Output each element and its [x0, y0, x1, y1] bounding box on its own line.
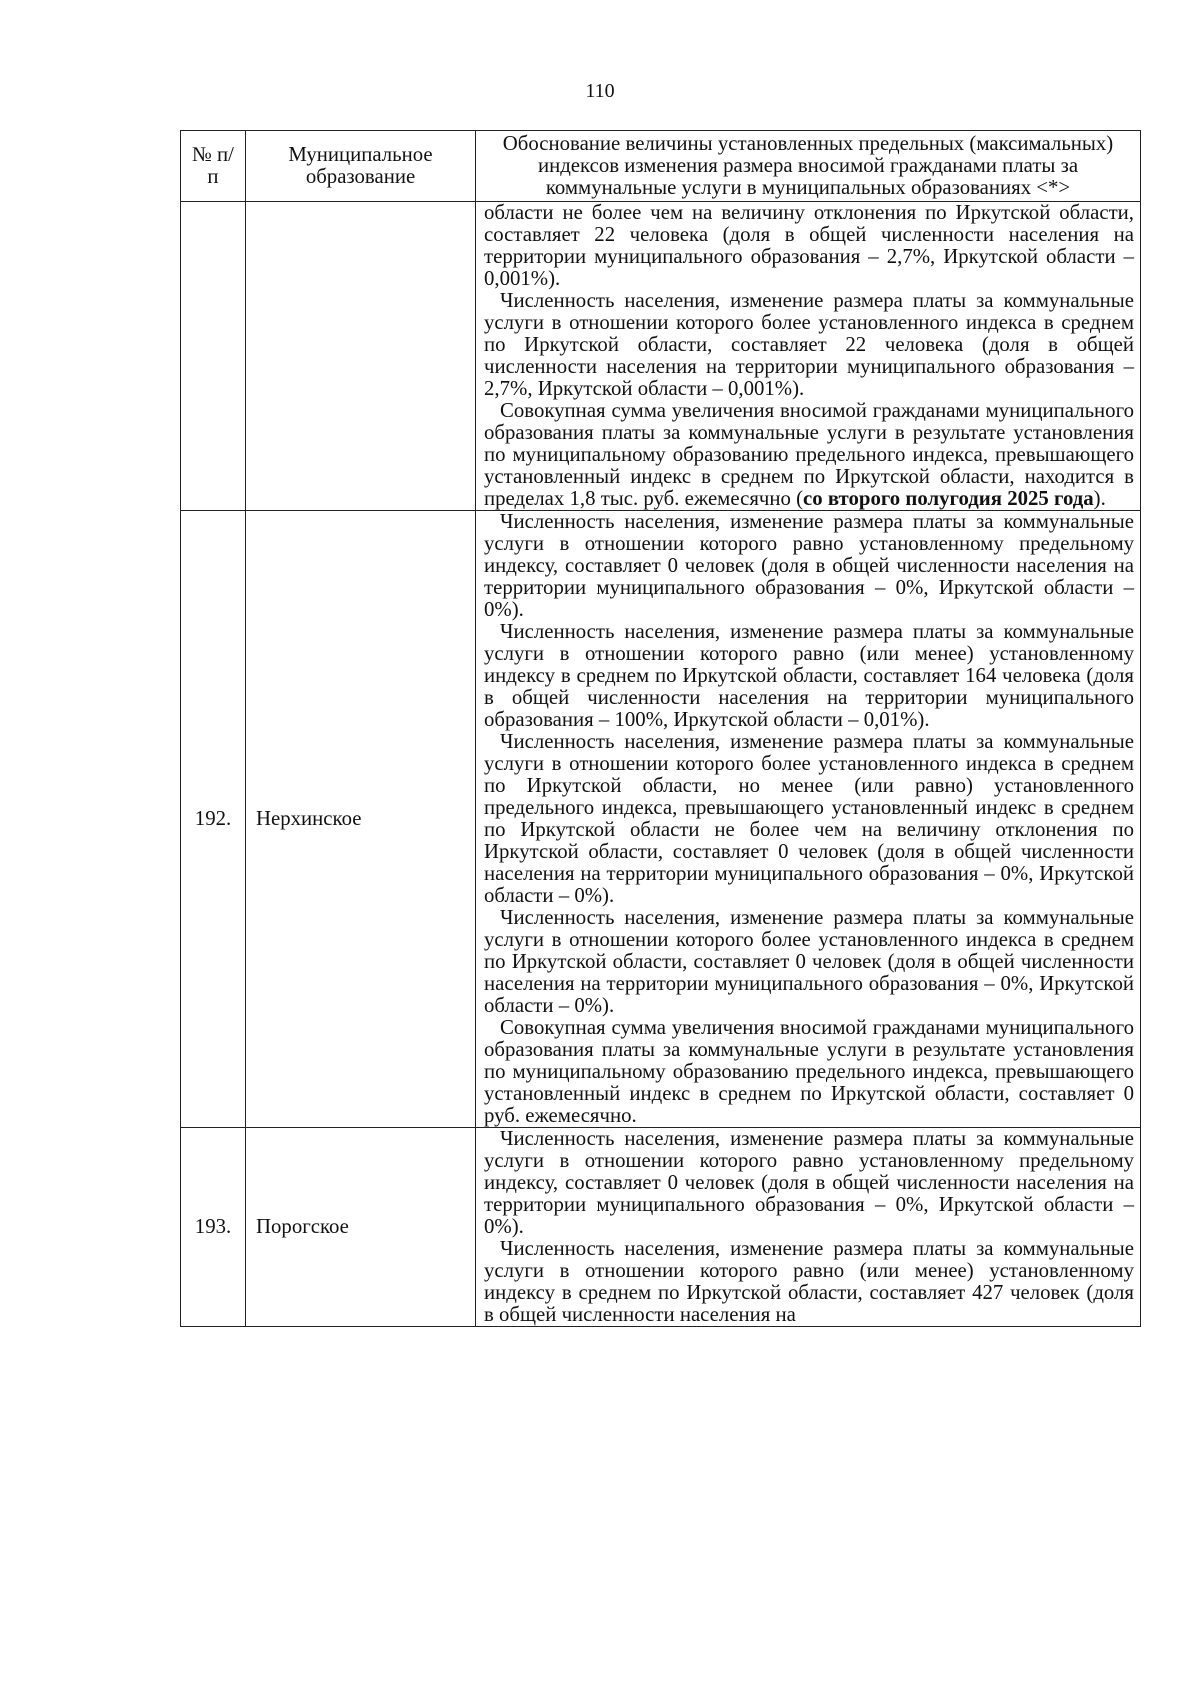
header-number: № п/п — [181, 131, 246, 202]
table-row — [181, 202, 1141, 511]
row-justification — [476, 511, 1141, 1128]
row-municipality — [246, 202, 476, 511]
paragraph: Совокупная сумма увеличения вносимой гражданами муниципального образования платы за коммунальные услуги в результате установления по муниципальному образованию предельного индекса, превышающего установленный индекс в среднем по Иркутской области, составляет 0 руб. ежемесячно. — [484, 1016, 1134, 1127]
paragraph-text: Совокупная сумма увеличения вносимой гражданами муниципального образования платы за коммунальные услуги в результате установления по муниципальному образованию предельного индекса, превышающего установленный индекс в среднем по Иркутской области, находится в пределах 1,8 тыс. руб. ежемесячно ( — [484, 399, 1134, 510]
row-number: 193. — [181, 1128, 246, 1327]
paragraph: Численность населения, изменение размера платы за коммунальные услуги в отношении которого равно установленному предельному индексу, составляет 0 человек (доля в общей численности населения на территории муниципального образования – 0%, Иркутской области – 0%). — [484, 510, 1134, 621]
header-municipality: Муниципальное образование — [246, 131, 476, 202]
paragraph: области не более чем на величину отклонения по Иркутской области, составляет 22 человека (доля в общей численности населения на территории муниципального образования – 2,7%, Иркутской области – 0,001%). — [484, 201, 1134, 290]
paragraph-bold-text: со второго полугодия 2025 года — [803, 487, 1094, 510]
page-number: 110 — [585, 80, 615, 102]
paragraph-text-end: ). — [1093, 487, 1106, 510]
justification-table — [180, 130, 1141, 1327]
table-header-row — [181, 131, 1141, 202]
paragraph: Численность населения, изменение размера платы за коммунальные услуги в отношении которого равно установленному предельному индексу, составляет 0 человек (доля в общей численности населения на территории муниципального образования – 0%, Иркутской области – 0%). — [484, 1127, 1134, 1238]
paragraph — [484, 400, 1134, 510]
table-row — [181, 1128, 1141, 1327]
paragraph: Численность населения, изменение размера платы за коммунальные услуги в отношении которого более установленного индекса в среднем по Иркутской области, составляет 22 человека (доля в общей численности населения на территории муниципального образования – 2,7%, Иркутской области – 0,001%). — [484, 289, 1134, 400]
header-justification: Обоснование величины установленных предельных (максимальных) индексов изменения размера вносимой гражданами платы за коммунальные услуги в муниципальных образованиях <*> — [476, 131, 1141, 202]
row-number: 192. — [181, 511, 246, 1128]
row-number — [181, 202, 246, 511]
row-municipality: Порогское — [246, 1128, 476, 1327]
row-justification — [476, 1128, 1141, 1327]
table-row — [181, 511, 1141, 1128]
paragraph: Численность населения, изменение размера платы за коммунальные услуги в отношении которого равно (или менее) установленному индексу в среднем по Иркутской области, составляет 427 человек (доля в общей численности населения на — [484, 1237, 1134, 1326]
paragraph: Численность населения, изменение размера платы за коммунальные услуги в отношении которого более установленного индекса в среднем по Иркутской области, но менее (или равно) установленного предельного индекса, превышающего установленный индекс в среднем по Иркутской области не более чем на величину отклонения по Иркутской области, составляет 0 человек (доля в общей численности населения на территории муниципального образования – 0%, Иркутской области – 0%). — [484, 730, 1134, 907]
paragraph: Численность населения, изменение размера платы за коммунальные услуги в отношении которого более установленного индекса в среднем по Иркутской области, составляет 0 человек (доля в общей численности населения на территории муниципального образования – 0%, Иркутской области – 0%). — [484, 906, 1134, 1017]
paragraph: Численность населения, изменение размера платы за коммунальные услуги в отношении которого равно (или менее) установленному индексу в среднем по Иркутской области, составляет 164 человека (доля в общей численности населения на территории муниципального образования – 100%, Иркутской области – 0,01%). — [484, 620, 1134, 731]
row-justification — [476, 202, 1141, 511]
row-municipality: Нерхинское — [246, 511, 476, 1128]
